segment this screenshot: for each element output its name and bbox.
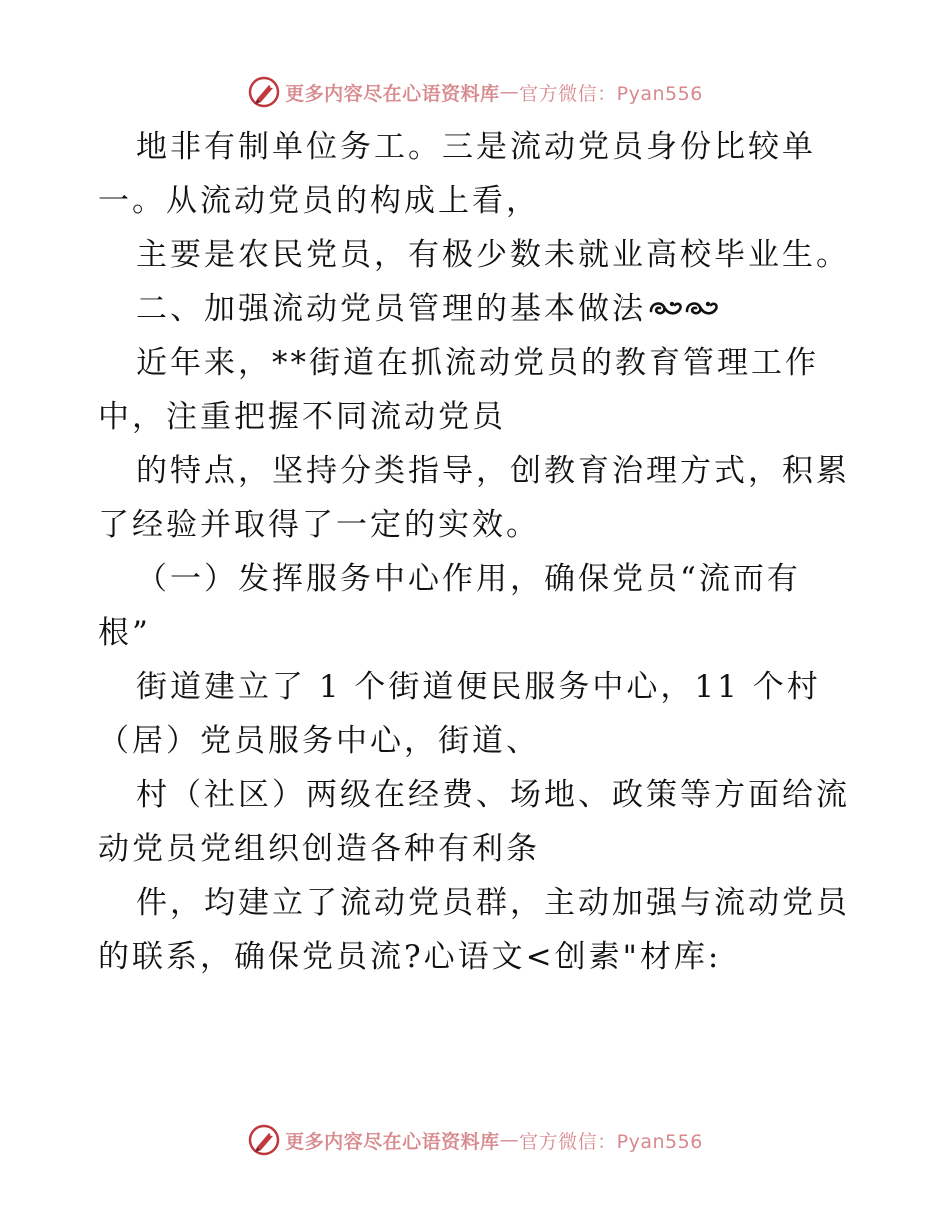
- body-line: 地非有制单位务工。三是流动党员身份比较单: [136, 129, 816, 165]
- body-line: （居）党员服务中心，街道、: [98, 723, 540, 759]
- body-line: 中，注重把握不同流动党员: [98, 399, 506, 435]
- scroll-ornament-icon: [648, 284, 720, 338]
- watermark-brand-text: 更多内容尽在心语资料库: [285, 1130, 500, 1153]
- footer-watermark: [0, 1120, 950, 1160]
- document-body: [98, 120, 858, 984]
- body-line: 了经验并取得了一定的实效。: [98, 507, 540, 543]
- watermark-brand-text: 更多内容尽在心语资料库: [285, 82, 500, 105]
- pen-logo-icon: [247, 1123, 281, 1157]
- watermark-separator: —: [499, 81, 520, 103]
- pen-logo-icon: [247, 75, 281, 109]
- subsection-heading: （一）发挥服务中心作用，确保党员“流而有: [136, 561, 801, 597]
- section-heading-text: 二、加强流动党员管理的基本做法: [136, 291, 646, 327]
- body-line: 街道建立了 1 个街道便民服务中心，11 个村: [136, 669, 821, 705]
- body-line: 近年来，**街道在抓流动党员的教育管理工作: [136, 345, 819, 381]
- header-watermark: [0, 72, 950, 112]
- body-line: 一。从流动党员的构成上看，: [98, 183, 540, 219]
- body-line: 件，均建立了流动党员群，主动加强与流动党员: [136, 885, 850, 921]
- body-line: 主要是农民党员，有极少数未就业高校毕业生。: [136, 237, 850, 273]
- watermark-contact-text: 官方微信：Pyan556: [519, 82, 703, 105]
- body-line: 动党员党组织创造各种有利条: [98, 831, 540, 867]
- watermark-separator: —: [499, 1129, 520, 1151]
- section-heading: [98, 282, 858, 336]
- body-line: 的联系，确保党员流?心语文<创素"材库:: [98, 939, 722, 975]
- body-line: 村（社区）两级在经费、场地、政策等方面给流: [136, 777, 850, 813]
- watermark-contact-text: 官方微信：Pyan556: [519, 1130, 703, 1153]
- subsection-heading-cont: 根”: [98, 615, 151, 651]
- body-line: 的特点，坚持分类指导，创教育治理方式，积累: [136, 453, 850, 489]
